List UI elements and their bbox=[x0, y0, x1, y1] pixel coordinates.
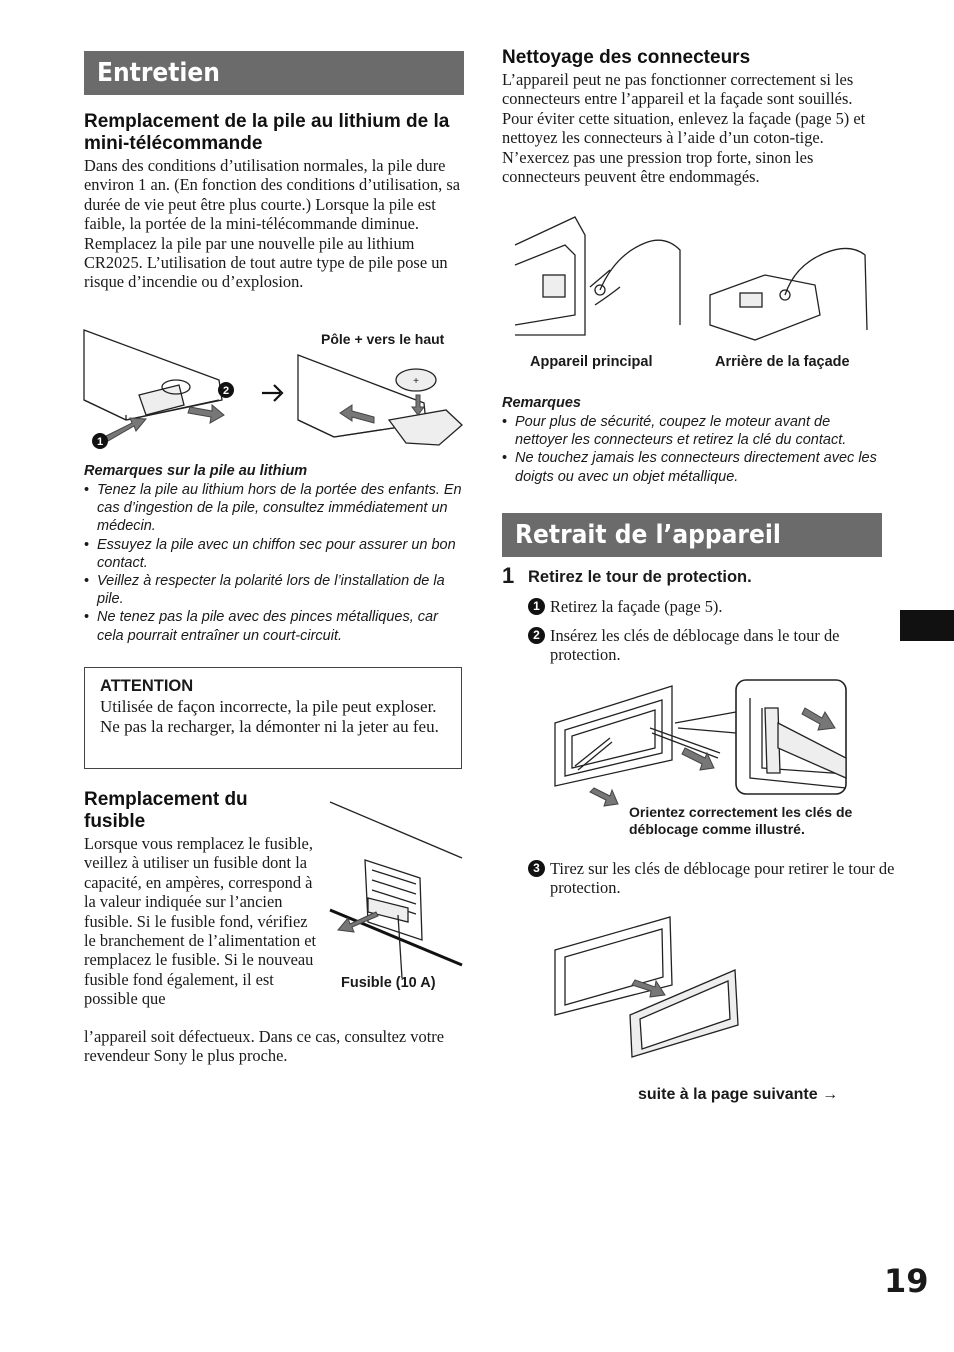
substep-1-text: Retirez la façade (page 5). bbox=[550, 597, 723, 616]
cleaning-body: L’appareil peut ne pas fonctionner correctement si les connecteurs entre l’appareil et la façade sont souillés. Pour éviter cette situation, enlevez la façade (page 5) et nettoyez les connecteurs à l’aide d’un coton-tige. N’exercez pas une pression trop forte, sinon les connecteurs peuvent être endommagés. bbox=[502, 70, 866, 187]
substep-3-marker: 3 bbox=[528, 860, 545, 877]
substep-2-text: Insérez les clés de déblocage dans le tour de protection. bbox=[550, 626, 840, 665]
hand-left bbox=[600, 240, 680, 325]
fuse-figure-label: Fusible (10 A) bbox=[341, 975, 436, 991]
release-key-left bbox=[575, 738, 612, 770]
caption-faceplate-back: Arrière de la façade bbox=[715, 354, 850, 370]
push-arrow bbox=[104, 418, 146, 441]
battery-note: • Veillez à respecter la polarité lors de l’installation de la pile. bbox=[84, 572, 464, 608]
battery-notes-list bbox=[84, 481, 464, 645]
cleaning-heading: Nettoyage des connecteurs bbox=[502, 47, 751, 68]
collar-removal-illustration bbox=[550, 915, 742, 1060]
battery-note: • Tenez la pile au lithium hors de la portée des enfants. En cas d’ingestion de la pile, consultez immédiatement un médecin. bbox=[84, 481, 464, 536]
fuse-heading: Remplacement du fusible bbox=[84, 789, 248, 832]
battery-notes-title: Remarques sur la pile au lithium bbox=[84, 463, 308, 479]
battery-figure-label: Pôle + vers le haut bbox=[321, 331, 445, 347]
fuse-body-wide: l’appareil soit défectueux. Dans ce cas, consultez votre revendeur Sony le plus proche. bbox=[84, 1027, 444, 1066]
battery-holder bbox=[139, 385, 184, 415]
battery-tray bbox=[389, 410, 462, 445]
faceplate-connector bbox=[740, 293, 762, 307]
substep-2 bbox=[528, 626, 905, 665]
battery-note: • Ne tenez pas la pile avec des pinces métalliques, car cela pourrait entraîner un court-circuit. bbox=[84, 608, 464, 644]
substep-2-marker: 2 bbox=[528, 627, 545, 644]
thumb-index-tab bbox=[900, 610, 954, 641]
section-banner-retrait: Retrait de l’appareil bbox=[502, 513, 882, 557]
hand-right bbox=[785, 248, 867, 330]
release-keys-caption: Orientez correctement les clés de déblocage comme illustré. bbox=[629, 804, 853, 837]
pull-arrow bbox=[188, 405, 224, 423]
battery-heading: Remplacement de la pile au lithium de la mini-télécommande bbox=[84, 111, 450, 154]
cleaning-note: • Ne touchez jamais les connecteurs directement avec les doigts ou avec un objet métallique. bbox=[502, 449, 882, 485]
attention-body: Utilisée de façon incorrecte, la pile peut exploser. Ne pas la recharger, la démonter ni la jeter au feu. bbox=[100, 697, 439, 736]
battery-note: • Essuyez la pile avec un chiffon sec pour assurer un bon contact. bbox=[84, 536, 464, 572]
cleaning-notes-list bbox=[502, 413, 882, 486]
step1-number: 1 bbox=[96, 436, 104, 448]
page-number: 19 bbox=[884, 1262, 929, 1300]
substep-1 bbox=[528, 597, 883, 616]
attention-box bbox=[84, 667, 462, 769]
substep-3 bbox=[528, 859, 905, 898]
fuse-icon bbox=[368, 898, 408, 922]
cleaning-illustration bbox=[515, 215, 875, 345]
substep-3-text: Tirez sur les clés de déblocage pour retirer le tour de protection. bbox=[550, 859, 895, 898]
continued-text: suite à la page suivante bbox=[638, 1086, 818, 1103]
section-banner-entretien: Entretien bbox=[84, 51, 464, 95]
step-number: 1 bbox=[502, 563, 515, 588]
faceplate-back bbox=[710, 275, 820, 340]
cleaning-note: • Pour plus de sécurité, coupez le moteur avant de nettoyer les connecteurs et retirez la clé du contact. bbox=[502, 413, 882, 449]
battery-plus-mark: + bbox=[413, 376, 419, 387]
release-keys-illustration bbox=[550, 678, 850, 808]
substep-1-marker: 1 bbox=[528, 598, 545, 615]
continued-next-page bbox=[638, 1086, 838, 1104]
fuse-body-narrow: Lorsque vous remplacez le fusible, veillez à utiliser un fusible dont la capacité, en ampères, correspond à la valeur indiquée sur l’ancien fusible. Si le fusible fond, vérifiez le branchement de l’alimentation et remplacez le fusible. Si le nouveau fusible fond également, il est possible que bbox=[84, 834, 317, 1009]
step2-number: 2 bbox=[222, 385, 230, 397]
then-arrow-icon bbox=[262, 385, 282, 401]
fuse-illustration bbox=[330, 800, 462, 975]
cleaning-notes-title: Remarques bbox=[502, 395, 581, 411]
attention-title: ATTENTION bbox=[100, 677, 194, 695]
battery-body: Dans des conditions d’utilisation normales, la pile dure environ 1 an. (En fonction des conditions d’utilisation, sa durée de vie peut être plus courte.) Lorsque la pile est faible, la portée de la mini-télécommande diminue. Remplacez la pile par une nouvelle pile au lithium CR2025. L’utilisation de tout autre type de pile pose un risque d’incendie ou d’explosion. bbox=[84, 156, 461, 292]
caption-main-unit: Appareil principal bbox=[530, 354, 653, 370]
main-connector bbox=[543, 275, 565, 297]
step-title: Retirez le tour de protection. bbox=[528, 568, 752, 586]
continued-arrow-icon: → bbox=[822, 1086, 839, 1103]
